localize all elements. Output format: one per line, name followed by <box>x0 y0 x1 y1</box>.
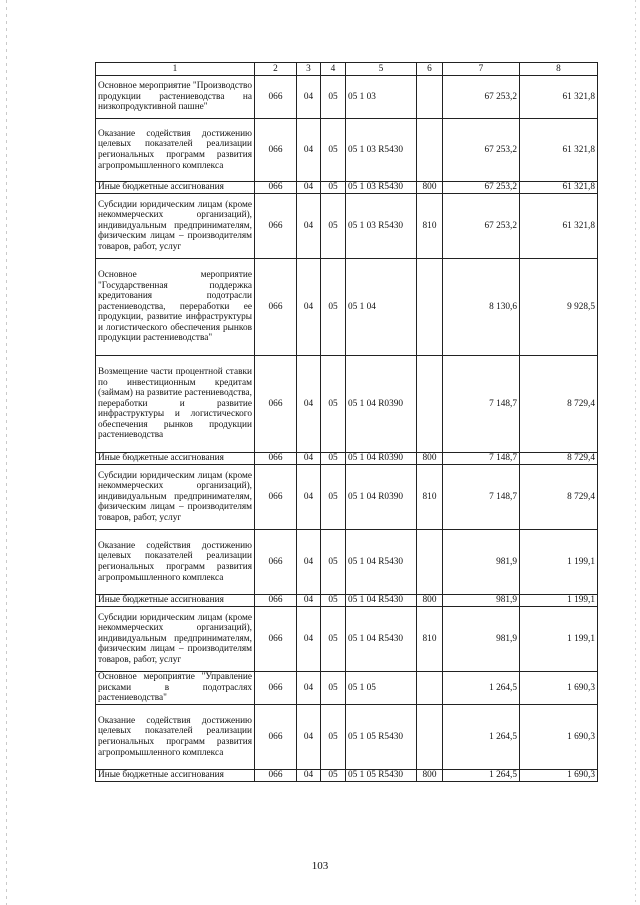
amount-col-8: 61 321,8 <box>520 182 598 194</box>
table-row <box>96 76 598 119</box>
admin-code: 066 <box>255 595 297 607</box>
section-code: 04 <box>297 356 321 453</box>
expense-type-code <box>417 705 443 770</box>
amount-col-7: 7 148,7 <box>443 356 520 453</box>
expense-type-code: 800 <box>417 453 443 465</box>
subsection-code: 05 <box>321 705 346 770</box>
table-row <box>96 119 598 182</box>
column-header: 5 <box>346 63 417 76</box>
target-code: 05 1 04 R0390 <box>346 465 417 530</box>
row-name: Иные бюджетные ассигнования <box>96 770 255 782</box>
section-code: 04 <box>297 259 321 356</box>
column-header: 2 <box>255 63 297 76</box>
subsection-code: 05 <box>321 356 346 453</box>
amount-col-7: 981,9 <box>443 530 520 595</box>
row-name: Основное мероприятие "Управление рисками в подотраслях растениеводства" <box>96 672 255 705</box>
subsection-code: 05 <box>321 119 346 182</box>
amount-col-8: 1 690,3 <box>520 705 598 770</box>
section-code: 04 <box>297 672 321 705</box>
amount-col-8: 1 199,1 <box>520 595 598 607</box>
scan-edge-right <box>635 0 636 905</box>
section-code: 04 <box>297 770 321 782</box>
column-header: 6 <box>417 63 443 76</box>
table-row <box>96 453 598 465</box>
admin-code: 066 <box>255 453 297 465</box>
admin-code: 066 <box>255 705 297 770</box>
amount-col-7: 67 253,2 <box>443 119 520 182</box>
expense-type-code: 810 <box>417 465 443 530</box>
target-code: 05 1 05 R5430 <box>346 705 417 770</box>
amount-col-7: 1 264,5 <box>443 705 520 770</box>
subsection-code: 05 <box>321 530 346 595</box>
target-code: 05 1 03 R5430 <box>346 119 417 182</box>
amount-col-7: 1 264,5 <box>443 672 520 705</box>
expense-type-code: 810 <box>417 194 443 259</box>
expense-type-code: 810 <box>417 607 443 672</box>
amount-col-8: 61 321,8 <box>520 76 598 119</box>
table-row <box>96 607 598 672</box>
subsection-code: 05 <box>321 453 346 465</box>
admin-code: 066 <box>255 194 297 259</box>
admin-code: 066 <box>255 530 297 595</box>
subsection-code: 05 <box>321 465 346 530</box>
row-name: Субсидии юридическим лицам (кроме некоммерческих организаций), индивидуальным предпринимателям, физическим лицам – производителям товаров, работ, услуг <box>96 465 255 530</box>
subsection-code: 05 <box>321 259 346 356</box>
row-name: Иные бюджетные ассигнования <box>96 453 255 465</box>
row-name: Иные бюджетные ассигнования <box>96 182 255 194</box>
expense-type-code: 800 <box>417 595 443 607</box>
row-name: Иные бюджетные ассигнования <box>96 595 255 607</box>
target-code: 05 1 04 R0390 <box>346 453 417 465</box>
amount-col-7: 1 264,5 <box>443 770 520 782</box>
target-code: 05 1 03 <box>346 76 417 119</box>
section-code: 04 <box>297 182 321 194</box>
row-name: Оказание содействия достижению целевых показателей реализации региональных программ развития агропромышленного комплекса <box>96 119 255 182</box>
section-code: 04 <box>297 595 321 607</box>
amount-col-7: 7 148,7 <box>443 465 520 530</box>
amount-col-8: 9 928,5 <box>520 259 598 356</box>
expense-type-code <box>417 119 443 182</box>
target-code: 05 1 05 R5430 <box>346 770 417 782</box>
table-body <box>96 76 598 782</box>
row-name: Основное мероприятие "Государственная поддержка кредитования подотрасли растениеводства, переработки ее продукции, развитие инфраструктуры и логистического обеспечения рынков продукции растениеводства" <box>96 259 255 356</box>
amount-col-7: 67 253,2 <box>443 76 520 119</box>
row-name: Возмещение части процентной ставки по инвестиционным кредитам (займам) на развитие растениеводства, переработки и развитие инфраструктуры и логистического обеспечения рынков продукции растениеводства <box>96 356 255 453</box>
amount-col-8: 1 690,3 <box>520 770 598 782</box>
table-row <box>96 595 598 607</box>
admin-code: 066 <box>255 607 297 672</box>
target-code: 05 1 03 R5430 <box>346 182 417 194</box>
target-code: 05 1 04 <box>346 259 417 356</box>
target-code: 05 1 04 R5430 <box>346 607 417 672</box>
row-name: Субсидии юридическим лицам (кроме некоммерческих организаций), индивидуальным предпринимателям, физическим лицам – производителям товаров, работ, услуг <box>96 607 255 672</box>
admin-code: 066 <box>255 672 297 705</box>
section-code: 04 <box>297 530 321 595</box>
amount-col-8: 61 321,8 <box>520 194 598 259</box>
expense-type-code: 800 <box>417 770 443 782</box>
row-name: Субсидии юридическим лицам (кроме некоммерческих организаций), индивидуальным предпринимателям, физическим лицам – производителям товаров, работ, услуг <box>96 194 255 259</box>
expense-type-code <box>417 356 443 453</box>
section-code: 04 <box>297 705 321 770</box>
target-code: 05 1 04 R5430 <box>346 530 417 595</box>
subsection-code: 05 <box>321 607 346 672</box>
subsection-code: 05 <box>321 182 346 194</box>
column-header: 4 <box>321 63 346 76</box>
section-code: 04 <box>297 465 321 530</box>
row-name: Оказание содействия достижению целевых показателей реализации региональных программ развития агропромышленного комплекса <box>96 705 255 770</box>
column-header: 3 <box>297 63 321 76</box>
expense-type-code <box>417 76 443 119</box>
target-code: 05 1 04 R5430 <box>346 595 417 607</box>
subsection-code: 05 <box>321 770 346 782</box>
table-row <box>96 465 598 530</box>
page-number: 103 <box>311 860 329 872</box>
amount-col-8: 1 690,3 <box>520 672 598 705</box>
table-row <box>96 356 598 453</box>
header-row <box>96 63 598 76</box>
amount-col-7: 981,9 <box>443 607 520 672</box>
target-code: 05 1 04 R0390 <box>346 356 417 453</box>
subsection-code: 05 <box>321 595 346 607</box>
admin-code: 066 <box>255 770 297 782</box>
amount-col-8: 8 729,4 <box>520 465 598 530</box>
target-code: 05 1 05 <box>346 672 417 705</box>
section-code: 04 <box>297 607 321 672</box>
subsection-code: 05 <box>321 194 346 259</box>
amount-col-7: 981,9 <box>443 595 520 607</box>
table-row <box>96 194 598 259</box>
table-row <box>96 530 598 595</box>
subsection-code: 05 <box>321 76 346 119</box>
admin-code: 066 <box>255 76 297 119</box>
admin-code: 066 <box>255 465 297 530</box>
budget-table <box>95 62 598 782</box>
table-row <box>96 705 598 770</box>
admin-code: 066 <box>255 259 297 356</box>
expense-type-code <box>417 530 443 595</box>
column-header: 8 <box>520 63 598 76</box>
amount-col-8: 1 199,1 <box>520 607 598 672</box>
expense-type-code <box>417 259 443 356</box>
amount-col-8: 1 199,1 <box>520 530 598 595</box>
column-header: 1 <box>96 63 255 76</box>
section-code: 04 <box>297 194 321 259</box>
amount-col-8: 61 321,8 <box>520 119 598 182</box>
subsection-code: 05 <box>321 672 346 705</box>
admin-code: 066 <box>255 119 297 182</box>
amount-col-8: 8 729,4 <box>520 453 598 465</box>
amount-col-7: 67 253,2 <box>443 182 520 194</box>
section-code: 04 <box>297 453 321 465</box>
table-row <box>96 182 598 194</box>
column-header: 7 <box>443 63 520 76</box>
row-name: Основное мероприятие "Производство продукции растениеводства на низкопродуктивной пашне" <box>96 76 255 119</box>
table-row <box>96 770 598 782</box>
amount-col-7: 8 130,6 <box>443 259 520 356</box>
table-row <box>96 672 598 705</box>
section-code: 04 <box>297 76 321 119</box>
scan-edge-left <box>6 0 7 905</box>
target-code: 05 1 03 R5430 <box>346 194 417 259</box>
table-row <box>96 259 598 356</box>
amount-col-7: 67 253,2 <box>443 194 520 259</box>
expense-type-code: 800 <box>417 182 443 194</box>
amount-col-8: 8 729,4 <box>520 356 598 453</box>
admin-code: 066 <box>255 356 297 453</box>
row-name: Оказание содействия достижению целевых показателей реализации региональных программ развития агропромышленного комплекса <box>96 530 255 595</box>
admin-code: 066 <box>255 182 297 194</box>
expense-type-code <box>417 672 443 705</box>
section-code: 04 <box>297 119 321 182</box>
amount-col-7: 7 148,7 <box>443 453 520 465</box>
